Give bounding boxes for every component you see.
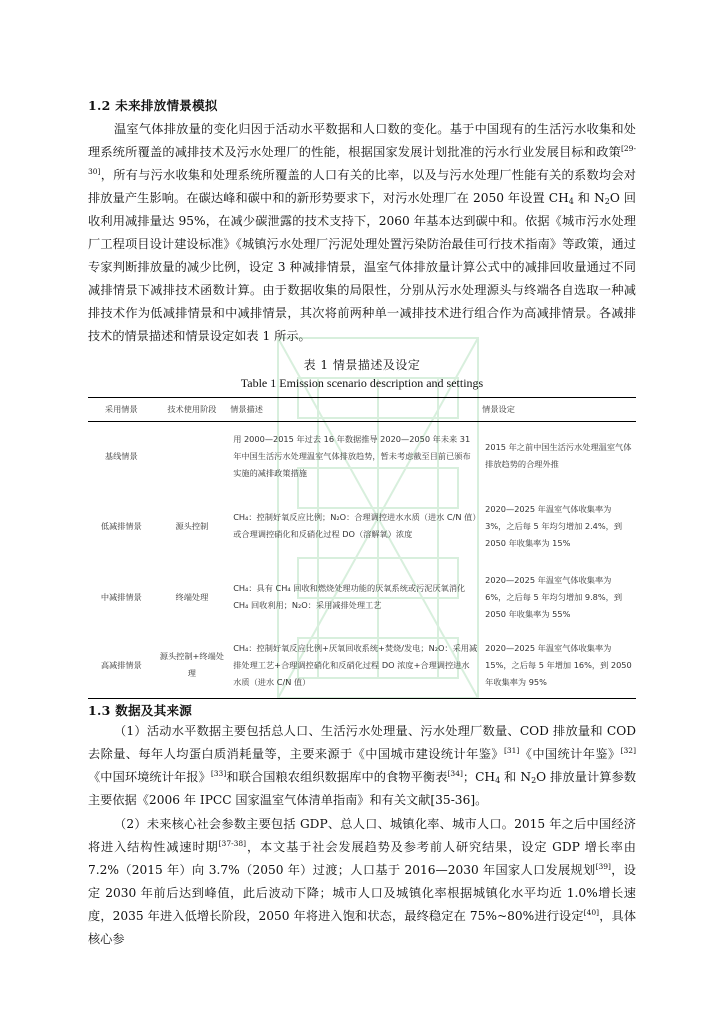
table-caption-cn: 表 1 情景描述及设定 bbox=[303, 358, 421, 372]
table-row bbox=[88, 490, 636, 562]
paragraph-activity-data: （1）活动水平数据主要包括总人口、生活污水处理量、污水处理厂数量、COD 排放量和 COD 去除量、每年人均蛋白质消耗量等，主要来源于《中国城市建设统计年鉴》[31]《中国统计年鉴》[32]《中国环境统计年报》[33]和联合国粮农组织数据库中的食物平衡表[34]；$CH_4$ 和 $N_2O$ 排放量计算参数主要依据《2006 年 IPCC 国家温室气体清单指南》和有关文献[35-36]。 bbox=[88, 724, 637, 807]
cell-description: CH₄：具有 CH₄ 回收和燃烧处理功能的厌氧系统或污泥厌氧消化 CH₄ 回收利用；N₂O：采用减排处理工艺 bbox=[233, 583, 466, 610]
table-row bbox=[88, 562, 636, 632]
header-stage: 技术使用阶段 bbox=[155, 398, 230, 422]
cell-stage bbox=[155, 422, 230, 491]
cell-scenario: 高减排情景 bbox=[88, 632, 155, 699]
section-heading-1-3: 1.3 数据及其来源 bbox=[88, 703, 193, 718]
cell-setting: 2020—2025 年温室气体收集率为 6%，之后每 5 年均匀增加 9.8%，到 2050 年收集率为 55% bbox=[485, 574, 623, 619]
cell-scenario: 低减排情景 bbox=[100, 520, 142, 531]
paragraph-core-parameters: （2）未来核心社会参数主要包括 GDP、总人口、城镇化率、城市人口。2015 年之后中国经济将进入结构性减速时期[37-38]，本文基于社会发展趋势及参考前人研究结果，设定 GDP 增长率由 7.2%（2015 年）向 3.7%（2050 年）过渡；人口基于 2016—2030 年国家人口发展规划[39]，设定 2030 年前后达到峰值，此后波动下降；城市人口及城镇化率根据城镇化水平均近 1.0%增长速度，2035 年进入低增长阶段，2050 年将进入饱和状态，最终稳定在 75%~80%进行设定[40]，具体核心参 bbox=[88, 817, 637, 946]
section-heading-1-2: 1.2 未来排放情景模拟 bbox=[88, 98, 218, 113]
cell-setting: 2020—2025 年温室气体收集率为 15%，之后每 5 年增加 16%，到 2050 年收集率为 95% bbox=[481, 632, 636, 699]
table-caption-en: Table 1 Emission scenario description and settings bbox=[240, 376, 484, 390]
table-row bbox=[88, 632, 636, 699]
paragraph-scenario-simulation: 温室气体排放量的变化归因于活动水平数据和人口数的变化。基于中国现有的生活污水收集和处理系统所覆盖的减排技术及污水处理厂的性能，根据国家发展计划批准的污水行业发展目标和政策[29-30]，所有与污水收集和处理系统所覆盖的人口有关的比率，以及与污水处理厂性能有关的系数均会对排放量产生影响。在碳达峰和碳中和的新形势要求下，对污水处理厂在 2050 年设置 $CH_4$ 和 $N_2O$ 回收利用减排量达 95%，在减少碳泄露的技术支持下，2060 年基本达到碳中和。依据《城市污水处理厂工程项目设计建设标准》《城镇污水处理厂污泥处理处置污染防治最佳可行技术指南》等政策，通过专家判断排放量的减少比例，设定 3 种减排情景，温室气体排放量计算公式中的减排回收量通过不同减排情景下减排技术函数计算。由于数据收集的局限性，分别从污水处理源头与终端各自选取一种减排技术作为低减排情景和中减排情景，其次将前两种单一减排技术进行组合作为高减排情景。各减排技术的情景描述和情景设定如表 1 所示。 bbox=[88, 122, 636, 343]
cell-stage: 源头控制 bbox=[175, 520, 209, 531]
cell-setting: 2020—2025 年温室气体收集率为 3%，之后每 5 年均匀增加 2.4%，到 2050 年收集率为 15% bbox=[485, 503, 623, 548]
header-description: 情景描述 bbox=[229, 398, 481, 422]
cell-description: 用 2000—2015 年过去 16 年数据推导 2020—2050 年未来 31 年中国生活污水处理温室气体排放趋势，暂未考虑截至目前已颁布实施的减排政策措施 bbox=[233, 433, 471, 478]
header-scenario: 采用情景 bbox=[88, 398, 155, 422]
table-header-row bbox=[88, 398, 636, 422]
header-setting: 情景设定 bbox=[481, 398, 636, 422]
table-row bbox=[88, 422, 636, 491]
cell-scenario: 基线情景 bbox=[104, 450, 138, 461]
cell-stage: 源头控制+终端处理 bbox=[155, 632, 230, 699]
scenario-table bbox=[88, 397, 636, 699]
cell-description: CH₄：控制好氧反应比例+厌氧回收系统+焚烧/发电；N₂O：采用减排处理工艺+合理调控硝化和反硝化过程 DO 浓度+合理调控进水水质（进水 C/N 值） bbox=[229, 632, 481, 699]
cell-stage: 终端处理 bbox=[175, 591, 209, 602]
cell-scenario: 中减排情景 bbox=[100, 591, 142, 602]
cell-setting: 2015 年之前中国生活污水处理温室气体排放趋势的合理外推 bbox=[485, 442, 632, 469]
cell-description: CH₄：控制好氧反应比例；N₂O：合理调控进水水质（进水 C/N 值）或合理调控硝化和反硝化过程 DO（溶解氧）浓度 bbox=[233, 512, 477, 539]
